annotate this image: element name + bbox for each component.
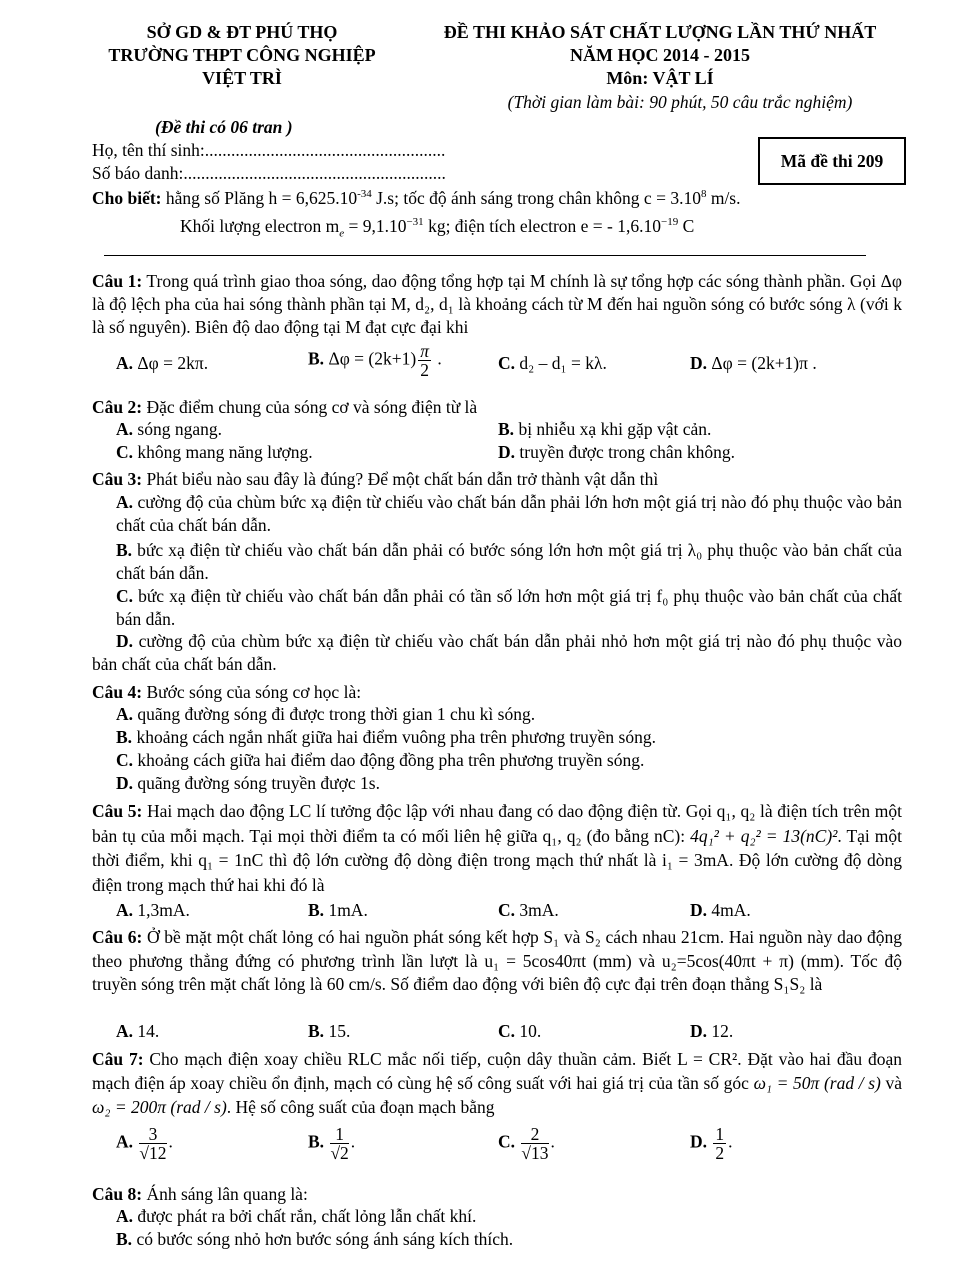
- option-text: 15.: [324, 1021, 351, 1041]
- option-text: cường độ của chùm bức xạ điện từ chiếu vào chất bán dẫn phải lớn hơn một giá trị nào đó phụ thuộc vào bản chất của chất bán dẫn.: [116, 492, 902, 535]
- exam-code-box: [758, 137, 906, 185]
- question-text: Ánh sáng lân quang là:: [142, 1184, 308, 1204]
- option-text: cường độ của chùm bức xạ điện từ chiếu vào chất bán dẫn phải nhỏ hơn một giá trị nào đó phụ thuộc vào bản chất của chất bán dẫn.: [92, 631, 902, 674]
- option-text: khoảng cách ngắn nhất giữa hai điểm vuông pha trên phương truyền sóng.: [132, 727, 656, 747]
- option-label: C.: [498, 1131, 516, 1152]
- option-label: C.: [116, 586, 134, 606]
- q2-option-c[interactable]: [116, 442, 313, 463]
- numerator: 1: [330, 1125, 348, 1144]
- school-location: VIỆT TRÌ: [202, 68, 282, 88]
- option-label: D.: [498, 442, 516, 462]
- option-text: truyền được trong chân không.: [515, 442, 735, 462]
- numerator: 3: [139, 1125, 166, 1144]
- fraction: [330, 1125, 348, 1162]
- option-label: D.: [690, 353, 708, 373]
- q5-option-b[interactable]: [308, 900, 368, 921]
- option-label: A.: [116, 353, 134, 373]
- fraction: [139, 1125, 166, 1162]
- option-text: khoảng cách giữa hai điểm dao động đồng pha trên phương truyền sóng.: [133, 750, 645, 770]
- numerator: 1: [715, 1124, 725, 1144]
- option-text: .: [350, 1131, 356, 1152]
- question-text: Đặc điểm chung của sóng cơ và sóng điện từ là: [142, 397, 478, 417]
- question-label: Câu 1:: [92, 271, 143, 291]
- option-text: .: [728, 1131, 733, 1152]
- subscript: e: [339, 227, 345, 240]
- numerator: 2: [521, 1125, 548, 1144]
- option-text: quãng đường sóng đi được trong thời gian 1 chu kì sóng.: [133, 704, 536, 724]
- school-year: NĂM HỌC 2014 - 2015: [570, 45, 750, 65]
- option-label: C.: [498, 353, 516, 373]
- question-7: [92, 1047, 902, 1119]
- denominator: 2: [715, 1143, 725, 1163]
- option-label: A.: [116, 1021, 134, 1041]
- q1-option-d[interactable]: [690, 353, 817, 374]
- q6-option-c[interactable]: [498, 1021, 541, 1042]
- question-8: [92, 1183, 902, 1206]
- numerator: π: [420, 341, 429, 361]
- q3-option-d[interactable]: [92, 630, 902, 676]
- constants-text: = 9,1.10: [344, 216, 407, 236]
- q3-option-b[interactable]: [116, 539, 902, 585]
- option-text: bị nhiễu xạ khi gặp vật cản.: [514, 419, 712, 439]
- exam-code: Mã đề thi 209: [780, 150, 884, 171]
- constants-label: Cho biết:: [92, 188, 162, 208]
- option-label: B.: [116, 540, 133, 560]
- question-3: [92, 468, 902, 491]
- constants-line-1: [92, 188, 741, 209]
- q2-option-b[interactable]: [498, 419, 711, 440]
- subject: Môn: VẬT LÍ: [606, 68, 714, 88]
- option-text: 3mA.: [515, 900, 559, 920]
- q2-option-a[interactable]: [116, 419, 222, 440]
- exponent: −31: [406, 216, 424, 229]
- option-label: A.: [116, 419, 134, 439]
- question-text: . Tại một thời điểm, khi q₁ = 1nC thì độ lớn cường độ dòng điện trong mạch thứ nhất là i₁ = 3mA. Độ lớn cường độ dòng điện trong mạch thứ hai khi đó là: [92, 825, 902, 895]
- formula: ω₂ = 200π (rad / s): [92, 1097, 227, 1117]
- option-label: D.: [690, 1021, 708, 1041]
- question-4: [92, 681, 902, 704]
- q1-option-b[interactable]: [308, 342, 442, 379]
- question-label: Câu 6:: [92, 927, 143, 947]
- q5-option-c[interactable]: [498, 900, 559, 921]
- option-text: sóng ngang.: [133, 419, 222, 439]
- option-text: Δφ = (2k+1): [324, 348, 417, 369]
- option-label: C.: [116, 750, 134, 770]
- question-text: và: [880, 1073, 902, 1093]
- option-text: không mang năng lượng.: [133, 442, 313, 462]
- q8-option-b[interactable]: [116, 1229, 513, 1250]
- option-label: D.: [116, 773, 134, 793]
- option-label: B.: [308, 900, 325, 920]
- question-6: [92, 926, 902, 997]
- question-text: Trong quá trình giao thoa sóng, dao động tổng hợp tại M chính là sự tổng hợp các sóng thành phần. Gọi Δφ là độ lệch pha của hai sóng thành phần tại M, d₂, d₁ là khoảng cách từ M đến hai nguồn sóng có bước sóng λ (với k là số nguyên). Biên độ dao động tại M đạt cực đại khi: [92, 271, 902, 337]
- option-text: Δφ = 2kπ.: [133, 353, 209, 373]
- option-label: B.: [308, 1131, 325, 1152]
- option-text: được phát ra bởi chất rắn, chất lỏng lẫn chất khí.: [133, 1206, 477, 1226]
- q6-option-b[interactable]: [308, 1021, 350, 1042]
- q7-option-b[interactable]: [308, 1125, 355, 1162]
- option-text: 10.: [515, 1021, 542, 1041]
- header-divider: [104, 255, 866, 256]
- option-text: 1mA.: [324, 900, 368, 920]
- fraction: [521, 1125, 548, 1162]
- question-text: Hai mạch dao động LC lí tưởng độc lập với nhau đang có dao động điện từ. Gọi q₁, q₂ là điện tích trên một bản tụ của mỗi mạch. Tại mọi thời điểm ta có mối liên hệ giữa q₁, q₂ (đo bằng nC):: [92, 801, 902, 846]
- option-text: 12.: [707, 1021, 734, 1041]
- constants-text: C: [678, 216, 695, 236]
- fraction: [418, 342, 431, 379]
- option-text: bức xạ điện từ chiếu vào chất bán dẫn phải có bước sóng lớn hơn một giá trị λ₀ phụ thuộc vào bản chất của chất bán dẫn.: [116, 540, 902, 583]
- question-2: [92, 396, 902, 419]
- option-label: A.: [116, 492, 134, 512]
- question-label: Câu 5:: [92, 801, 143, 821]
- option-text: d₂ – d₁ = kλ.: [515, 353, 607, 373]
- option-text: 4mA.: [707, 900, 751, 920]
- option-text: .: [432, 348, 442, 369]
- q7-option-a[interactable]: [116, 1125, 173, 1162]
- q5-option-a[interactable]: [116, 900, 190, 921]
- option-text: .: [550, 1131, 555, 1152]
- constants-text: kg; điện tích electron e = - 1,6.10: [423, 216, 661, 236]
- option-label: A.: [116, 704, 134, 724]
- option-text: quãng đường sóng truyền được 1s.: [133, 773, 380, 793]
- question-5: [92, 799, 902, 897]
- option-label: B.: [308, 1021, 325, 1041]
- question-text: Cho mạch điện xoay chiều RLC mắc nối tiếp, cuộn dây thuần cảm. Biết L = CR². Đặt vào hai đầu đoạn mạch điện áp xoay chiều ổn định, mạch có cùng hệ số công suất với hai giá trị của tần số góc: [92, 1049, 902, 1093]
- exam-title: ĐỀ THI KHẢO SÁT CHẤT LƯỢNG LẦN THỨ NHẤT: [443, 22, 877, 42]
- option-label: B.: [498, 419, 515, 439]
- time-note: (Thời gian làm bài: 90 phút, 50 câu trắc nghiệm): [507, 92, 853, 112]
- q3-option-a[interactable]: [116, 491, 902, 537]
- option-text: .: [168, 1131, 173, 1152]
- denominator: √2: [330, 1143, 349, 1163]
- denominator: √12: [139, 1143, 167, 1163]
- question-1: [92, 270, 902, 339]
- q7-option-d[interactable]: [690, 1125, 733, 1162]
- option-text: bức xạ điện từ chiếu vào chất bán dẫn phải có tần số lớn hơn một giá trị f₀ phụ thuộc vào bản chất của chất bán dẫn.: [116, 586, 902, 629]
- option-label: D.: [116, 631, 134, 651]
- option-label: A.: [116, 1206, 134, 1226]
- question-label: Câu 2:: [92, 397, 143, 417]
- option-label: C.: [116, 442, 134, 462]
- option-label: C.: [498, 1021, 516, 1041]
- option-label: D.: [690, 1131, 708, 1152]
- option-text: 1,3mA.: [133, 900, 190, 920]
- question-text: Ở bề mặt một chất lỏng có hai nguồn phát sóng kết hợp S₁ và S₂ cách nhau 21cm. Hai nguồn này dao động theo phương thẳng đứng có phương trình lần lượt là u₁ = 5cos40πt (mm) và u₂=5cos(40πt + π) (mm). Tốc độ truyền sóng trên mặt chất lỏng là 60 cm/s. Số điểm dao động với biên độ cực đại trên đoạn thẳng S₁S₂ là: [92, 927, 902, 994]
- exponent: -34: [357, 188, 372, 201]
- option-text: có bước sóng nhỏ hơn bước sóng ánh sáng kích thích.: [132, 1229, 514, 1249]
- formula: 4q₁² + q₂² = 13(nC)²: [690, 825, 838, 846]
- denominator: √13: [521, 1143, 549, 1163]
- q1-option-c[interactable]: [498, 353, 607, 374]
- department-name: SỞ GD & ĐT PHÚ THỌ: [146, 22, 338, 42]
- pages-note: (Đề thi có 06 tran ): [155, 117, 293, 137]
- candidate-id-line: Số báo danh:............................................................: [92, 163, 446, 183]
- exponent: 8: [700, 188, 707, 201]
- q6-option-a[interactable]: [116, 1021, 159, 1042]
- constants-text: hằng số Plăng h = 6,625.10: [161, 188, 358, 208]
- q1-option-a[interactable]: [116, 353, 208, 374]
- exponent: −19: [661, 216, 679, 229]
- option-text: 14.: [133, 1021, 160, 1041]
- option-text: Δφ = (2k+1)π .: [707, 353, 817, 373]
- option-label: A.: [116, 900, 134, 920]
- question-text: Bước sóng của sóng cơ học là:: [142, 682, 362, 702]
- option-label: A.: [116, 1131, 134, 1152]
- option-label: C.: [498, 900, 516, 920]
- q6-option-d[interactable]: [690, 1021, 733, 1042]
- q7-option-c[interactable]: [498, 1125, 555, 1162]
- formula: ω₁ = 50π (rad / s): [753, 1073, 881, 1093]
- question-label: Câu 8:: [92, 1184, 143, 1204]
- school-name: TRƯỜNG THPT CÔNG NGHIỆP: [108, 45, 376, 65]
- candidate-name-line: Họ, tên thí sinh:.......................................................: [92, 140, 446, 160]
- option-label: B.: [116, 1229, 133, 1249]
- constants-text: m/s.: [706, 188, 741, 208]
- constants-text: Khối lượng electron m: [180, 216, 340, 236]
- q4-option-b[interactable]: [116, 727, 656, 748]
- question-label: Câu 3:: [92, 469, 143, 489]
- question-text: Phát biểu nào sau đây là đúng? Để một chất bán dẫn trở thành vật dẫn thì: [142, 469, 659, 489]
- q3-option-c[interactable]: [116, 585, 902, 631]
- q8-option-a[interactable]: [116, 1206, 476, 1227]
- q4-option-a[interactable]: [116, 704, 535, 725]
- option-label: B.: [308, 348, 325, 369]
- q4-option-d[interactable]: [116, 773, 380, 794]
- constants-text: J.s; tốc độ ánh sáng trong chân không c = 3.10: [371, 188, 701, 208]
- option-label: B.: [116, 727, 133, 747]
- q5-option-d[interactable]: [690, 900, 751, 921]
- q4-option-c[interactable]: [116, 750, 644, 771]
- option-label: D.: [690, 900, 708, 920]
- denominator: 2: [420, 360, 429, 380]
- constants-line-2: [180, 216, 695, 240]
- question-label: Câu 4:: [92, 682, 143, 702]
- fraction: [713, 1125, 726, 1162]
- question-text: . Hệ số công suất của đoạn mạch bằng: [226, 1097, 495, 1117]
- question-label: Câu 7:: [92, 1049, 144, 1069]
- q2-option-d[interactable]: [498, 442, 735, 463]
